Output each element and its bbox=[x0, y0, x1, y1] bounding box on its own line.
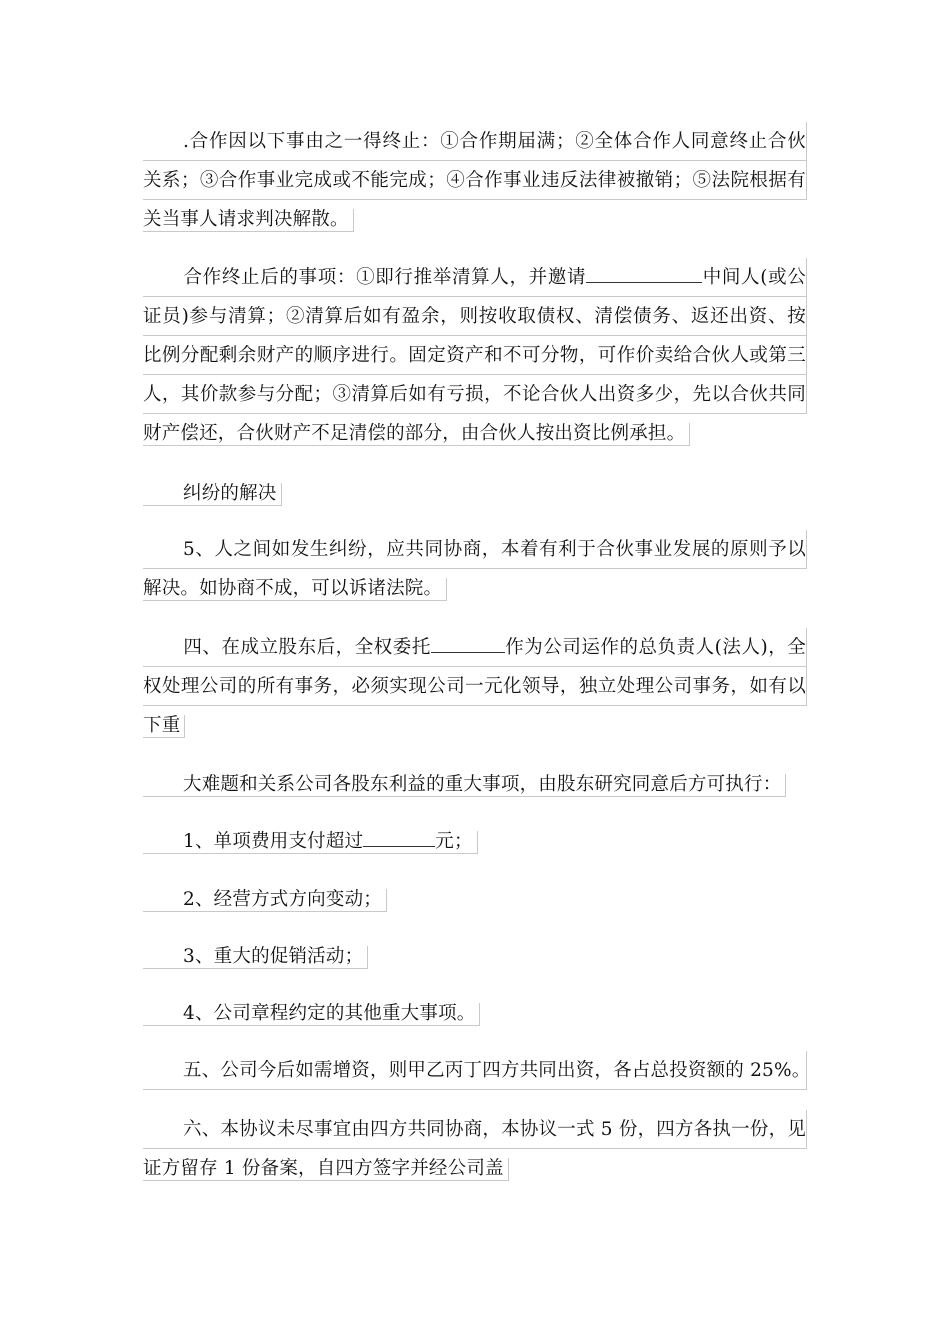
text-line: 证方留存 1 份备案，自四方签字并经公司盖 bbox=[143, 1149, 807, 1188]
text-line: 六、本协议未尽事宜由四方共同协商，本协议一式 5 份，四方各执一份，见 bbox=[143, 1110, 807, 1149]
text-line: 下重 bbox=[143, 706, 807, 745]
fill-in-blank[interactable] bbox=[431, 630, 505, 653]
text-line: 四、在成立股东后，全权委托 作为公司运作的总负责人(法人)，全 bbox=[143, 628, 807, 667]
text-line: 权处理公司的所有事务，必须实现公司一元化领导，独立处理公司事务，如有以 bbox=[143, 667, 807, 706]
text-line: 关当事人请求判决解散。 bbox=[143, 200, 807, 239]
text-line: 5、人之间如发生纠纷，应共同协商，本着有利于合伙事业发展的原则予以 bbox=[143, 530, 807, 569]
text-line: 合作终止后的事项：①即行推举清算人，并邀请 中间人(或公 bbox=[143, 258, 807, 297]
text-line: 解决。如协商不成，可以诉诸法院。 bbox=[143, 569, 807, 608]
paragraph-authorization bbox=[143, 628, 807, 745]
text-line: 4、公司章程约定的其他重大事项。 bbox=[143, 994, 807, 1033]
text-line: 证员)参与清算；②清算后如有盈余，则按收取债权、清偿债务、返还出资、按 bbox=[143, 297, 807, 336]
text-line: 五、公司今后如需增资，则甲乙丙丁四方共同出资，各占总投资额的 25%。 bbox=[143, 1051, 807, 1090]
text-line: .合作因以下事由之一得终止：①合作期届满；②全体合作人同意终止合伙 bbox=[143, 122, 807, 161]
list-item-promotion bbox=[143, 937, 807, 976]
text-line: 比例分配剩余财产的顺序进行。固定资产和不可分物，可作价卖给合伙人或第三 bbox=[143, 336, 807, 375]
list-item-other-matters bbox=[143, 994, 807, 1033]
text-line: 2、经营方式方向变动； bbox=[143, 880, 807, 919]
paragraph-post-termination-matters bbox=[143, 258, 807, 453]
paragraph-final-clause bbox=[143, 1110, 807, 1188]
fill-in-blank[interactable] bbox=[586, 260, 702, 283]
paragraph-major-matters-intro bbox=[143, 765, 807, 804]
text-line: 人，其价款参与分配；③清算后如有亏损，不论合伙人出资多少，先以合伙共同 bbox=[143, 375, 807, 414]
text-line: 关系；③合作事业完成或不能完成；④合作事业违反法律被撤销；⑤法院根据有 bbox=[143, 161, 807, 200]
text-line: 1、单项费用支付超过 元； bbox=[143, 822, 807, 861]
text-line: 财产偿还，合伙财产不足清偿的部分，由合伙人按出资比例承担。 bbox=[143, 414, 807, 453]
paragraph-termination-causes bbox=[143, 122, 807, 239]
list-item-business-change bbox=[143, 880, 807, 919]
text-line: 纠纷的解决 bbox=[143, 474, 807, 513]
paragraph-dispute-clause bbox=[143, 530, 807, 608]
paragraph-capital-increase bbox=[143, 1051, 811, 1090]
text-line: 3、重大的促销活动； bbox=[143, 937, 807, 976]
list-item-expense-limit bbox=[143, 822, 807, 861]
section-heading-dispute-resolution bbox=[143, 474, 807, 513]
fill-in-blank[interactable] bbox=[363, 824, 435, 847]
text-line: 大难题和关系公司各股东利益的重大事项，由股东研究同意后方可执行： bbox=[143, 765, 807, 804]
